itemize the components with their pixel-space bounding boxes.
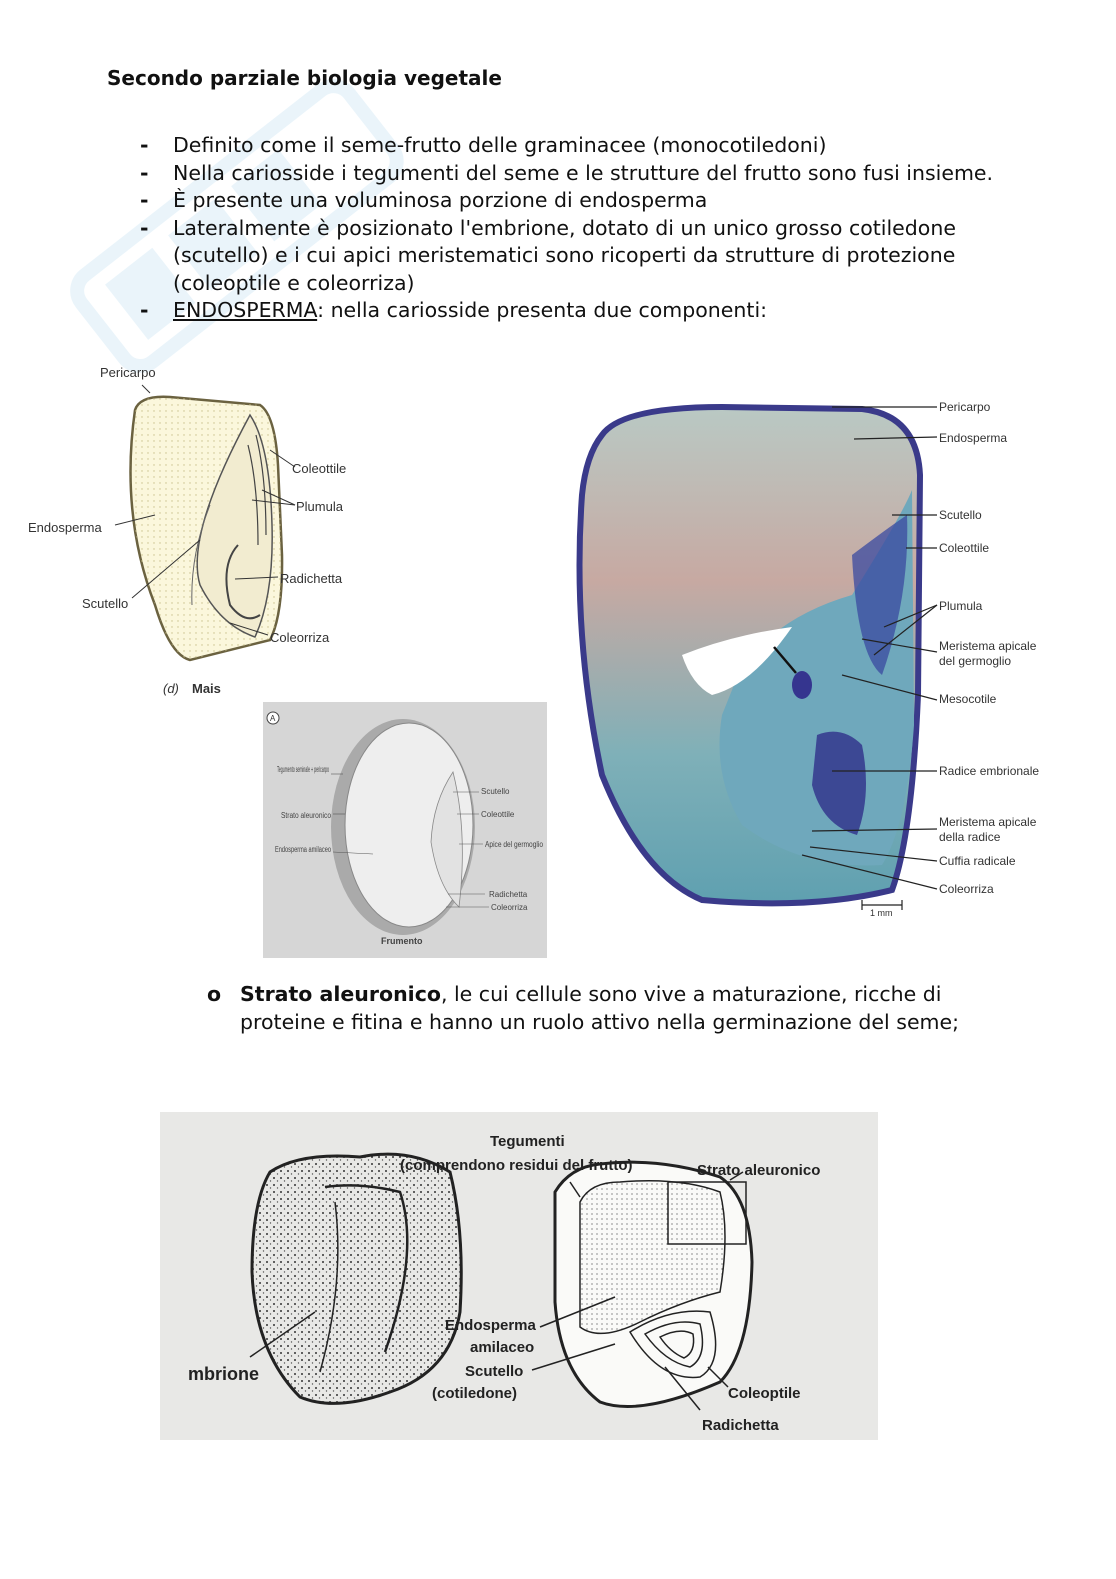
label-amilaceo: amilaceo (470, 1339, 535, 1356)
list-item (140, 215, 1020, 298)
label-apice: Apice del germoglio (485, 840, 544, 849)
label-meristema-radice-2: della radice (939, 830, 1001, 844)
label-scutello: Scutello (481, 787, 510, 796)
badge-a: A (270, 714, 276, 723)
label-endosperma: Endosperma (28, 520, 102, 535)
label-coleottile: Coleottile (939, 541, 990, 555)
label-endosperma: Endosperma (939, 431, 1008, 445)
label-tegumenti: Tegumenti (490, 1133, 565, 1150)
sub-item-text (240, 980, 997, 1036)
label-cuffia: Cuffia radicale (939, 854, 1016, 868)
caption-letter: (d) (163, 681, 179, 696)
label-radichetta: Radichetta (489, 890, 528, 899)
label-tegumenti-note: (comprendono residui del frutto) (400, 1157, 633, 1174)
bullet-text: Nella cariosside i tegumenti del seme e le strutture del frutto sono fusi insieme. (173, 160, 994, 185)
label-coleoptile: Coleoptile (728, 1385, 801, 1402)
label-cotiledone: (cotiledone) (432, 1385, 517, 1402)
label-strato-aleuronico: Strato aleuronico (697, 1162, 821, 1179)
label-coleorriza: Coleorriza (491, 903, 528, 912)
label-pericarpo: Pericarpo (939, 400, 991, 414)
label-strato: Strato aleuronico (281, 811, 332, 820)
endosperma-term: ENDOSPERMA (173, 298, 318, 322)
label-radichetta: Radichetta (702, 1417, 779, 1434)
list-item (140, 187, 1020, 215)
bullet-marker: - (140, 160, 149, 185)
label-plumula: Plumula (296, 499, 343, 514)
figure-micrograph (562, 395, 1062, 920)
label-meristema-germoglio-2: del germoglio (939, 654, 1012, 668)
bullet-text: È presente una voluminosa porzione di endosperma (173, 188, 708, 212)
sub-marker: o (207, 982, 222, 1006)
caption-mais: Mais (192, 681, 221, 696)
label-scale: 1 mm (870, 908, 893, 918)
label-radichetta: Radichetta (280, 571, 343, 586)
label-scutello: Scutello (465, 1363, 524, 1380)
figure-mais (20, 355, 380, 700)
label-embrione: mbrione (188, 1364, 260, 1384)
list-item (140, 297, 1020, 325)
label-meristema-germoglio-1: Meristema apicale (939, 639, 1037, 653)
label-mesocotile: Mesocotile (939, 692, 997, 706)
label-endosperma-amilaceo: Endosperma amilaceo (275, 845, 332, 854)
bullet-marker: - (140, 133, 149, 157)
label-coleorriza: Coleorriza (270, 630, 330, 645)
bullet-text (173, 297, 1020, 325)
label-scutello: Scutello (939, 508, 982, 522)
label-meristema-radice-1: Meristema apicale (939, 815, 1037, 829)
label-scutello: Scutello (82, 596, 129, 611)
bullet-marker: - (140, 188, 149, 212)
list-item (140, 132, 1020, 160)
bullet-list (140, 132, 1020, 325)
label-coleorriza: Coleorriza (939, 882, 994, 896)
bullet-marker: - (140, 298, 149, 322)
caption-frumento: Frumento (381, 936, 423, 946)
bullet-text: Lateralmente è posizionato l'embrione, dotato di un unico grosso cotiledone (scutello) e i cui apici meristematici sono ricoperti da strutture di protezione (coleoptile e coleorriza) (173, 215, 956, 295)
bullet-text-rest: : nella cariosside presenta due componenti: (317, 298, 768, 322)
figure-frumento (263, 702, 547, 958)
label-pericarpo: Pericarpo (100, 365, 156, 380)
label-tegumento: Tegumento seminale + pericarpo (277, 765, 330, 774)
label-radice-embrionale: Radice embrionale (939, 764, 1040, 778)
label-coleottile: Coleottile (481, 810, 515, 819)
sub-item-term: Strato aleuronico (240, 982, 441, 1006)
label-plumula: Plumula (939, 599, 983, 613)
label-coleottile: Coleottile (292, 461, 347, 476)
bullet-marker: - (140, 215, 149, 240)
bullet-text: Definito come il seme-frutto delle graminacee (monocotiledoni) (173, 133, 827, 157)
sub-item-rest: , le cui cellule sono vive a maturazione, ricche di proteine e fitina e hanno un ruolo attivo nella germinazione del seme; (240, 982, 960, 1034)
label-endosperma: Endosperma (445, 1317, 536, 1334)
page-title: Secondo parziale biologia vegetale (107, 66, 502, 90)
figure-cariosside-drawing (160, 1112, 878, 1440)
list-item (140, 160, 1020, 188)
sub-item-strato-aleuronico (207, 980, 997, 1036)
